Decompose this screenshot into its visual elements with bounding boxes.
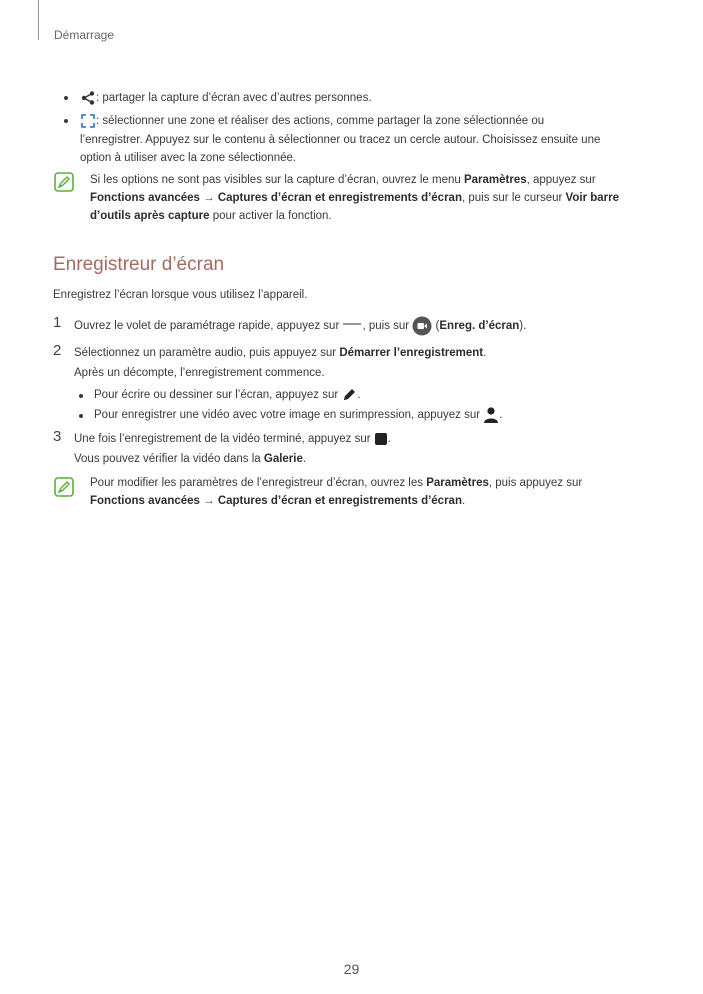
bullet-select-text: : sélectionner une zone et réaliser des actions, comme partager la zone sélectionnée ou xyxy=(96,115,545,127)
step-number: 3 xyxy=(53,428,62,445)
step1-text-b: , puis sur xyxy=(362,320,413,333)
note1-line2 xyxy=(90,189,619,207)
step1-text-a: Ouvrez le volet de paramétrage rapide, appuyez sur xyxy=(74,320,343,333)
step2-bullet1 xyxy=(94,386,361,404)
note-icon xyxy=(54,172,74,192)
note1-bold-toolbar: Voir barre xyxy=(565,192,620,204)
note1-text: , appuyez sur xyxy=(526,174,596,186)
step1-text-c: ( xyxy=(432,320,440,333)
note2-text: Pour modifier les paramètres de l’enregistreur d’écran, ouvrez les xyxy=(90,477,427,489)
arrow-text: → xyxy=(199,192,218,204)
step2-text-c: . xyxy=(483,347,487,359)
step3-line2 xyxy=(74,450,306,468)
bullet xyxy=(64,119,68,123)
bullet-share xyxy=(80,89,372,107)
bullet xyxy=(79,394,83,398)
bullet-select-line2: l’enregistrer. Appuyez sur le contenu à sélectionner ou tracez un cercle autour. Choisissez ensuite une xyxy=(80,134,601,146)
step2-bullet2-period: . xyxy=(499,409,503,422)
note2-bold-captures: Captures d’écran et enregistrements d’écran xyxy=(217,495,462,507)
note2-text: . xyxy=(461,495,466,507)
note1-text: Si les options ne sont pas visibles sur la capture d’écran, ouvrez le menu xyxy=(90,174,464,186)
note2-line2 xyxy=(90,492,465,510)
step1-text-e: ). xyxy=(519,320,527,333)
step2-line2: Après un décompte, l’enregistrement commence. xyxy=(74,367,325,379)
step3-text-a: Une fois l’enregistrement de la vidéo terminé, appuyez sur xyxy=(74,433,374,445)
header-rule xyxy=(38,0,39,40)
note1-bold-toolbar-cont: d’outils après capture xyxy=(90,210,210,222)
person-icon xyxy=(483,406,499,424)
step2-bullet2 xyxy=(94,406,503,424)
note1-bold-settings: Paramètres xyxy=(463,174,527,186)
page-number: 29 xyxy=(343,961,360,977)
bullet xyxy=(64,96,68,100)
note2-line1 xyxy=(90,474,582,492)
pen-icon xyxy=(341,387,357,403)
step2-text-a: Sélectionnez un paramètre audio, puis appuyez sur xyxy=(74,347,340,359)
step3-text xyxy=(74,430,391,448)
note1-bold-captures: Captures d’écran et enregistrements d’écran xyxy=(217,192,462,204)
handle-bar-icon xyxy=(342,321,362,331)
note2-text: , puis appuyez sur xyxy=(488,477,583,489)
step2-bullet1-text: Pour écrire ou dessiner sur l’écran, appuyez sur xyxy=(94,389,342,401)
step-number: 2 xyxy=(53,342,62,359)
step3-bold-gallery: Galerie xyxy=(263,453,303,465)
note1-line3 xyxy=(90,207,332,225)
section-title: Enregistreur d’écran xyxy=(53,254,225,275)
note1-text: pour activer la fonction. xyxy=(209,210,332,222)
select-area-icon xyxy=(80,113,96,129)
bullet-select-line1 xyxy=(80,112,544,130)
step3-text-c: . xyxy=(302,453,307,465)
section-intro: Enregistrez l’écran lorsque vous utilisez l’appareil. xyxy=(53,289,308,301)
bullet xyxy=(79,414,83,418)
note1-line1 xyxy=(90,171,596,189)
note1-bold-advanced: Fonctions avancées xyxy=(90,192,200,204)
step3-period: . xyxy=(387,433,391,445)
stop-icon xyxy=(374,432,388,446)
bullet-share-text: : partager la capture d’écran avec d’autres personnes. xyxy=(96,92,372,104)
step2-bold: Démarrer l’enregistrement xyxy=(339,347,484,359)
note-icon xyxy=(54,477,74,497)
share-icon xyxy=(80,90,96,106)
bullet-select-line3: option à utiliser avec la zone sélectionnée. xyxy=(80,152,297,164)
step-number: 1 xyxy=(53,314,62,331)
step2-text xyxy=(74,344,486,362)
note2-bold-settings: Paramètres xyxy=(426,477,489,489)
screen-recorder-icon xyxy=(412,316,432,336)
step1-bold: Enreg. d’écran xyxy=(439,320,520,333)
note1-text: , puis sur le curseur xyxy=(461,192,566,204)
step1-text xyxy=(74,316,526,336)
step3-text-b: Vous pouvez vérifier la vidéo dans la xyxy=(74,453,264,465)
note2-bold-advanced: Fonctions avancées xyxy=(90,495,200,507)
arrow-text: → xyxy=(199,495,218,507)
step2-bullet1-period: . xyxy=(357,389,361,401)
step2-bullet2-text: Pour enregistrer une vidéo avec votre image en surimpression, appuyez sur xyxy=(94,409,484,422)
section-header: Démarrage xyxy=(54,28,115,42)
